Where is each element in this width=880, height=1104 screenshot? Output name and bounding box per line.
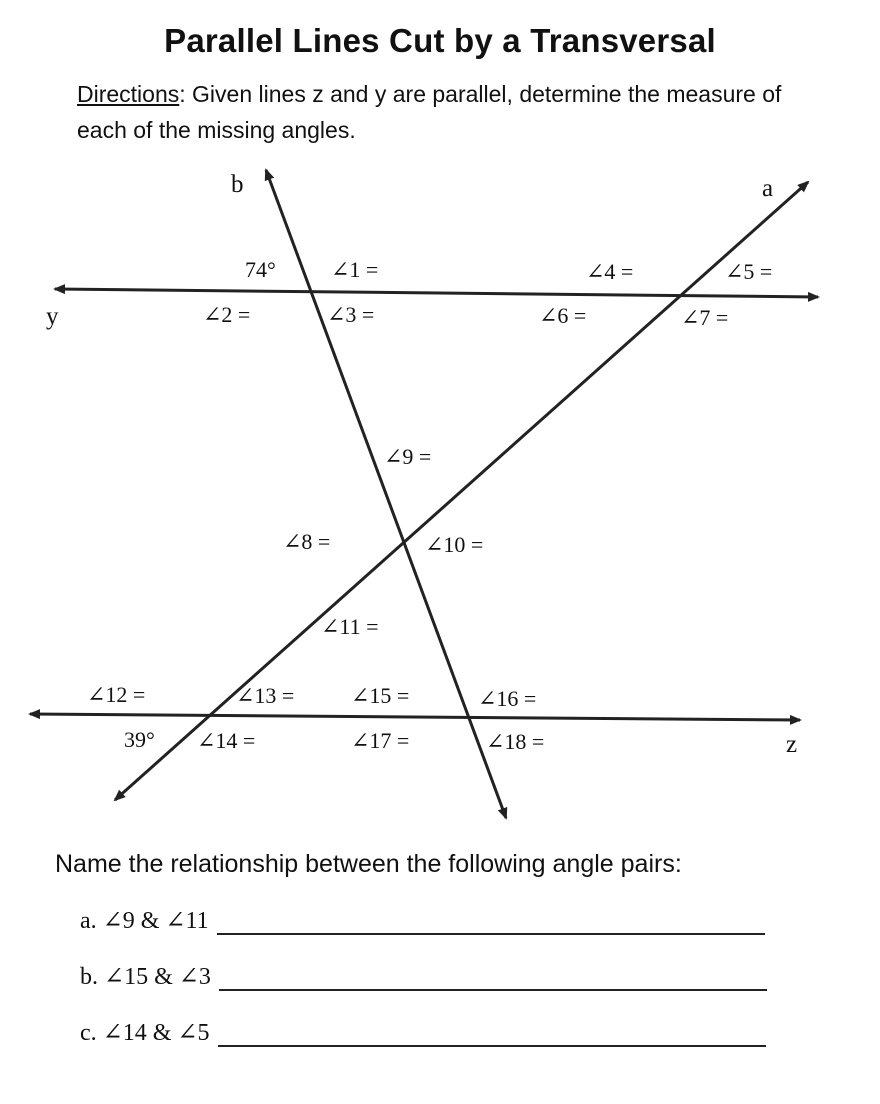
angle-17-label: ∠17 =	[351, 728, 410, 753]
line-z	[30, 714, 800, 720]
line-z-label: z	[786, 731, 798, 758]
answer-line-c[interactable]	[218, 1023, 766, 1047]
question-c-label: c. ∠14 & ∠5	[80, 1020, 210, 1046]
angle-3-label: ∠3 =	[327, 302, 375, 327]
directions-text: : Given lines z and y are parallel, determine the measure of each of the missing angles.	[77, 81, 782, 143]
angle-14-label: ∠14 =	[197, 728, 256, 753]
question-a	[80, 906, 765, 935]
angle-7-label: ∠7 =	[681, 305, 729, 330]
angle-9-label: ∠9 =	[384, 444, 432, 469]
angle-8-label: ∠8 =	[283, 529, 331, 554]
line-b-label: b	[231, 171, 244, 198]
angle-4-label: ∠4 =	[586, 259, 634, 284]
angle-5-label: ∠5 =	[725, 259, 773, 284]
given-angle-top: 74°	[245, 257, 276, 282]
question-a-label: a. ∠9 & ∠11	[80, 908, 209, 934]
answer-line-a[interactable]	[217, 911, 765, 935]
angle-18-label: ∠18 =	[486, 729, 545, 754]
line-y	[55, 289, 818, 297]
line-y-label: y	[46, 303, 59, 330]
given-angle-bottom: 39°	[124, 727, 155, 752]
directions-lead: Directions	[77, 81, 180, 107]
angle-13-label: ∠13 =	[236, 683, 295, 708]
angle-12-label: ∠12 =	[87, 682, 146, 707]
angle-6-label: ∠6 =	[539, 303, 587, 328]
questions-heading: Name the relationship between the following angle pairs:	[55, 850, 682, 878]
angle-11-label: ∠11 =	[321, 614, 379, 639]
line-a	[115, 182, 808, 800]
page-title: Parallel Lines Cut by a Transversal	[164, 22, 716, 59]
line-b	[266, 170, 506, 818]
angle-15-label: ∠15 =	[351, 683, 410, 708]
question-b	[80, 962, 767, 991]
angle-2-label: ∠2 =	[203, 302, 251, 327]
angle-1-label: ∠1 =	[331, 257, 379, 282]
question-c	[80, 1018, 766, 1047]
line-a-label: a	[762, 175, 774, 202]
question-b-label: b. ∠15 & ∠3	[80, 964, 211, 990]
angle-10-label: ∠10 =	[425, 532, 484, 557]
answer-line-b[interactable]	[219, 967, 767, 991]
angle-16-label: ∠16 =	[478, 686, 537, 711]
